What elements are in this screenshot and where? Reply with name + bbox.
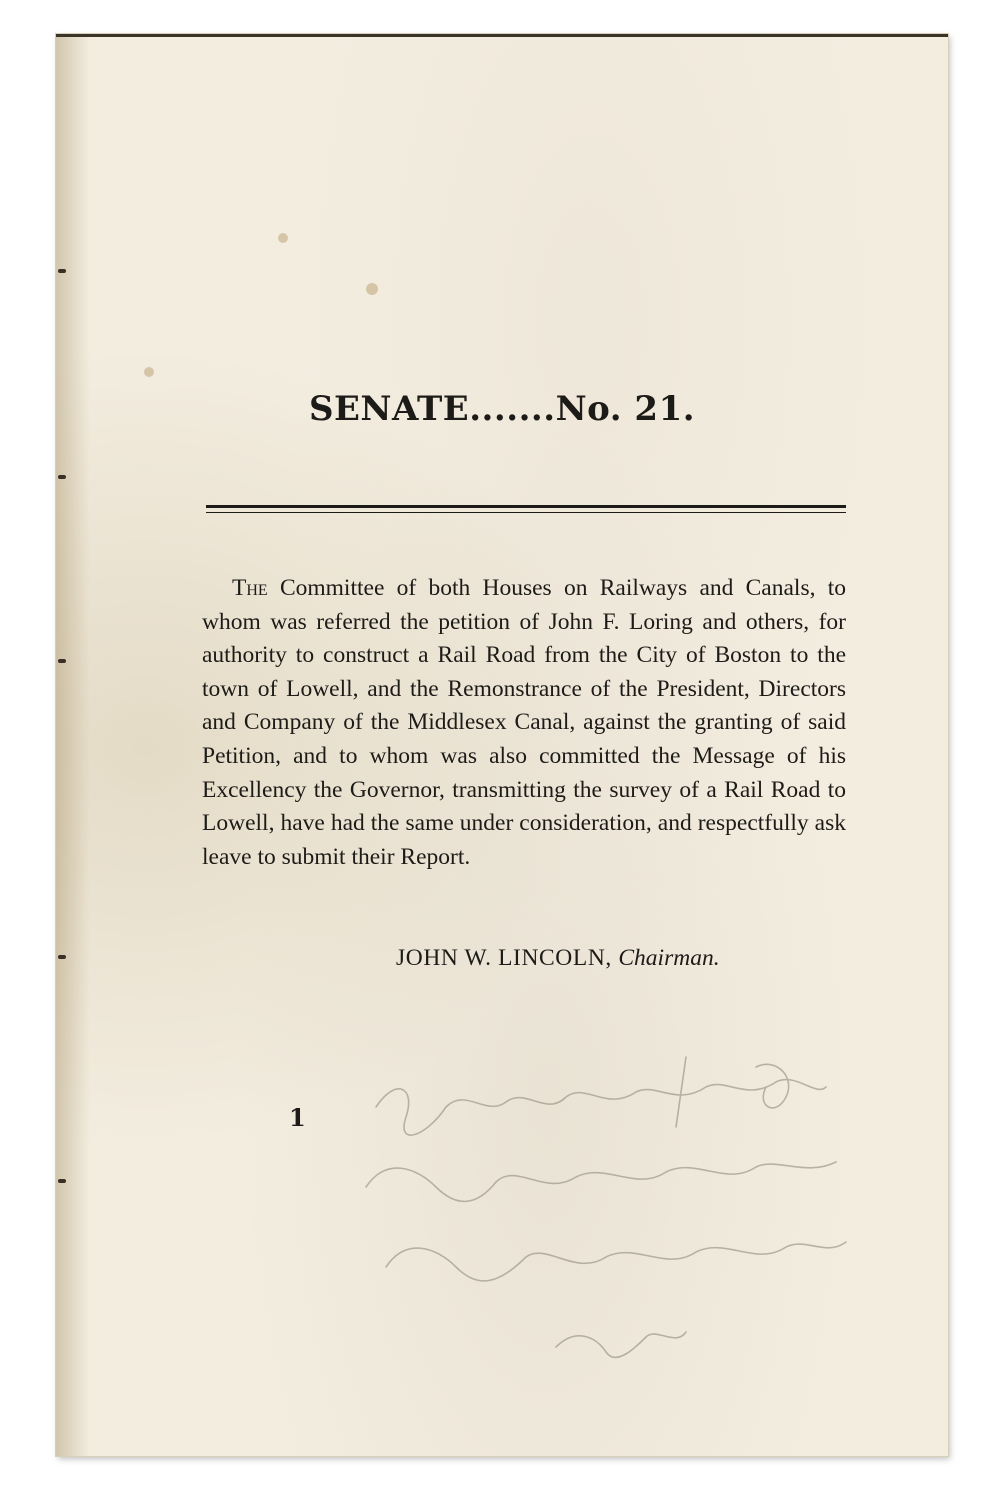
binding-stitch	[58, 955, 66, 959]
pencil-inscription	[356, 1047, 856, 1377]
signature-line	[396, 945, 720, 972]
committee-report-paragraph	[202, 572, 846, 874]
document-title: SENATE.......No. 21.	[308, 389, 696, 429]
paragraph-lead-word: The	[232, 575, 268, 601]
binding-stitch	[58, 475, 66, 479]
title-rule	[206, 505, 846, 513]
paragraph-body: Committee of both Houses on Railways and Canals, to whom was referred the petition of John F. Loring and others, for authority to construct a Rail Road from the City of Boston to the town of Lowell, and the Remonstrance of the President, Directors and Company of the Middlesex Canal, against the granting of said Petition, and to whom was also committed the Message of his Excellency the Governor, transmitting the survey of a Rail Road to Lowell, have had the same under consideration, and respectfully ask leave to submit their Report.	[202, 575, 847, 870]
page-number: 1	[289, 1103, 306, 1132]
signature-name: JOHN W. LINCOLN,	[396, 945, 612, 971]
binding-stitch	[58, 269, 66, 273]
binding-stitch	[58, 1179, 66, 1183]
page-spine-shading	[56, 37, 90, 1456]
foxing-spot	[144, 367, 154, 377]
foxing-spot	[366, 283, 378, 295]
foxing-spot	[278, 233, 288, 243]
binding-stitch	[58, 659, 66, 663]
signature-role: Chairman.	[618, 945, 720, 971]
document-page	[56, 34, 948, 1456]
